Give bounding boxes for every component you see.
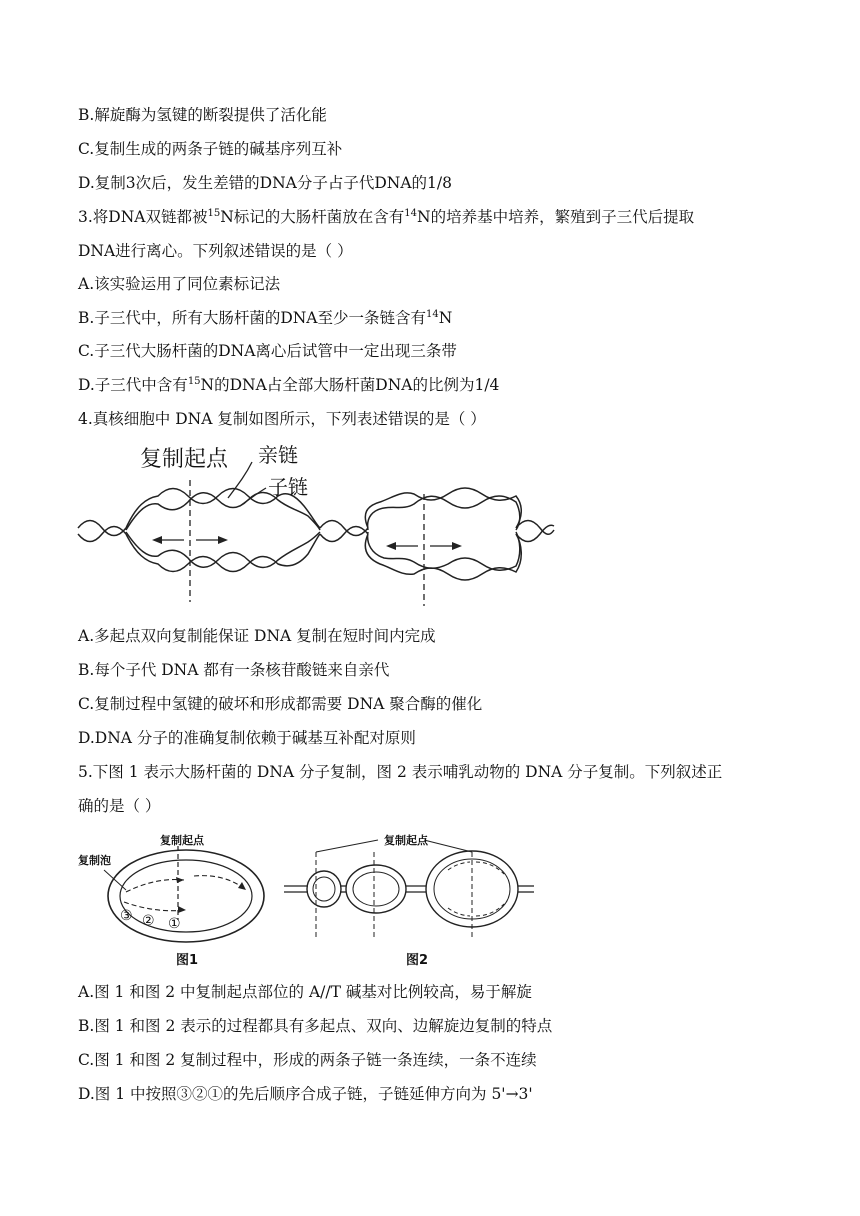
q3-stem-part-b: N标记的大肠杆菌放在含有 [220, 208, 405, 226]
q4-option-a: A.多起点双向复制能保证 DNA 复制在短时间内完成 [78, 627, 436, 645]
fig1-mark-3: ③ [120, 908, 133, 924]
q4-replication-figure [76, 436, 556, 608]
isotope-superscript: 15 [207, 208, 221, 219]
q3-option-b-tail: N [438, 309, 453, 327]
q3-option-a: A.该实验运用了同位素标记法 [78, 275, 281, 293]
isotope-superscript: 14 [404, 208, 418, 219]
q3-stem-part-a: 3.将DNA双链都被 [78, 208, 208, 226]
q5-option-c: C.图 1 和图 2 复制过程中，形成的两条子链一条连续，一条不连续 [78, 1051, 537, 1069]
fig2-caption: 图2 [406, 953, 429, 968]
isotope-superscript: 15 [187, 376, 201, 387]
q4-option-c: C.复制过程中氢键的破坏和形成都需要 DNA 聚合酶的催化 [78, 695, 483, 713]
q3-option-b [78, 308, 452, 328]
fig1-origin-label: 复制起点 [160, 834, 204, 847]
q2-option-c: C.复制生成的两条子链的碱基序列互补 [78, 140, 343, 158]
q4-stem: 4.真核细胞中 DNA 复制如图所示，下列表述错误的是（ ） [78, 410, 486, 428]
fig1-bubble-label: 复制泡 [78, 854, 111, 867]
fig2-origin-label: 复制起点 [384, 834, 428, 847]
fig1-mark-1: ① [168, 916, 181, 932]
q2-option-b: B.解旋酶为氢键的断裂提供了活化能 [78, 106, 327, 124]
q3-stem-line1 [78, 207, 694, 227]
q5-option-d: D.图 1 中按照③②①的先后顺序合成子链，子链延伸方向为 5'→3' [78, 1085, 533, 1103]
q5-option-b: B.图 1 和图 2 表示的过程都具有多起点、双向、边解旋边复制的特点 [78, 1017, 553, 1035]
q4-option-b: B.每个子代 DNA 都有一条核苷酸链来自亲代 [78, 661, 390, 679]
origin-label: 复制起点 [140, 447, 229, 472]
q5-option-a: A.图 1 和图 2 中复制起点部位的 A//T 碱基对比例较高，易于解旋 [78, 983, 532, 1001]
q5-stem-line1: 5.下图 1 表示大肠杆菌的 DNA 分子复制，图 2 表示哺乳动物的 DNA 分子复制。下列叙述正 [78, 763, 723, 781]
q4-option-d: D.DNA 分子的准确复制依赖于碱基互补配对原则 [78, 729, 416, 747]
parent-strand-label: 亲链 [258, 443, 298, 467]
q5-figures [76, 830, 536, 972]
isotope-superscript: 14 [426, 309, 439, 320]
q2-option-d: D.复制3次后，发生差错的DNA分子占子代DNA的1/8 [78, 174, 452, 192]
daughter-strand-label: 子链 [268, 475, 308, 499]
q3-option-d-text: D.子三代中含有 [78, 376, 188, 394]
q5-stem-line2: 确的是（ ） [78, 797, 161, 815]
q3-option-c: C.子三代大肠杆菌的DNA离心后试管中一定出现三条带 [78, 342, 457, 360]
q3-option-d-tail: N的DNA占全部大肠杆菌DNA的比例为1/4 [200, 376, 500, 394]
q3-stem-part-c: N的培养基中培养，繁殖到子三代后提取 [417, 208, 695, 226]
q3-option-b-text: B.子三代中，所有大肠杆菌的DNA至少一条链含有 [78, 309, 427, 327]
fig1-caption: 图1 [176, 953, 199, 968]
fig1-mark-2: ② [142, 913, 155, 929]
q3-stem-line2: DNA进行离心。下列叙述错误的是（ ） [78, 242, 353, 260]
q3-option-d [78, 375, 499, 395]
